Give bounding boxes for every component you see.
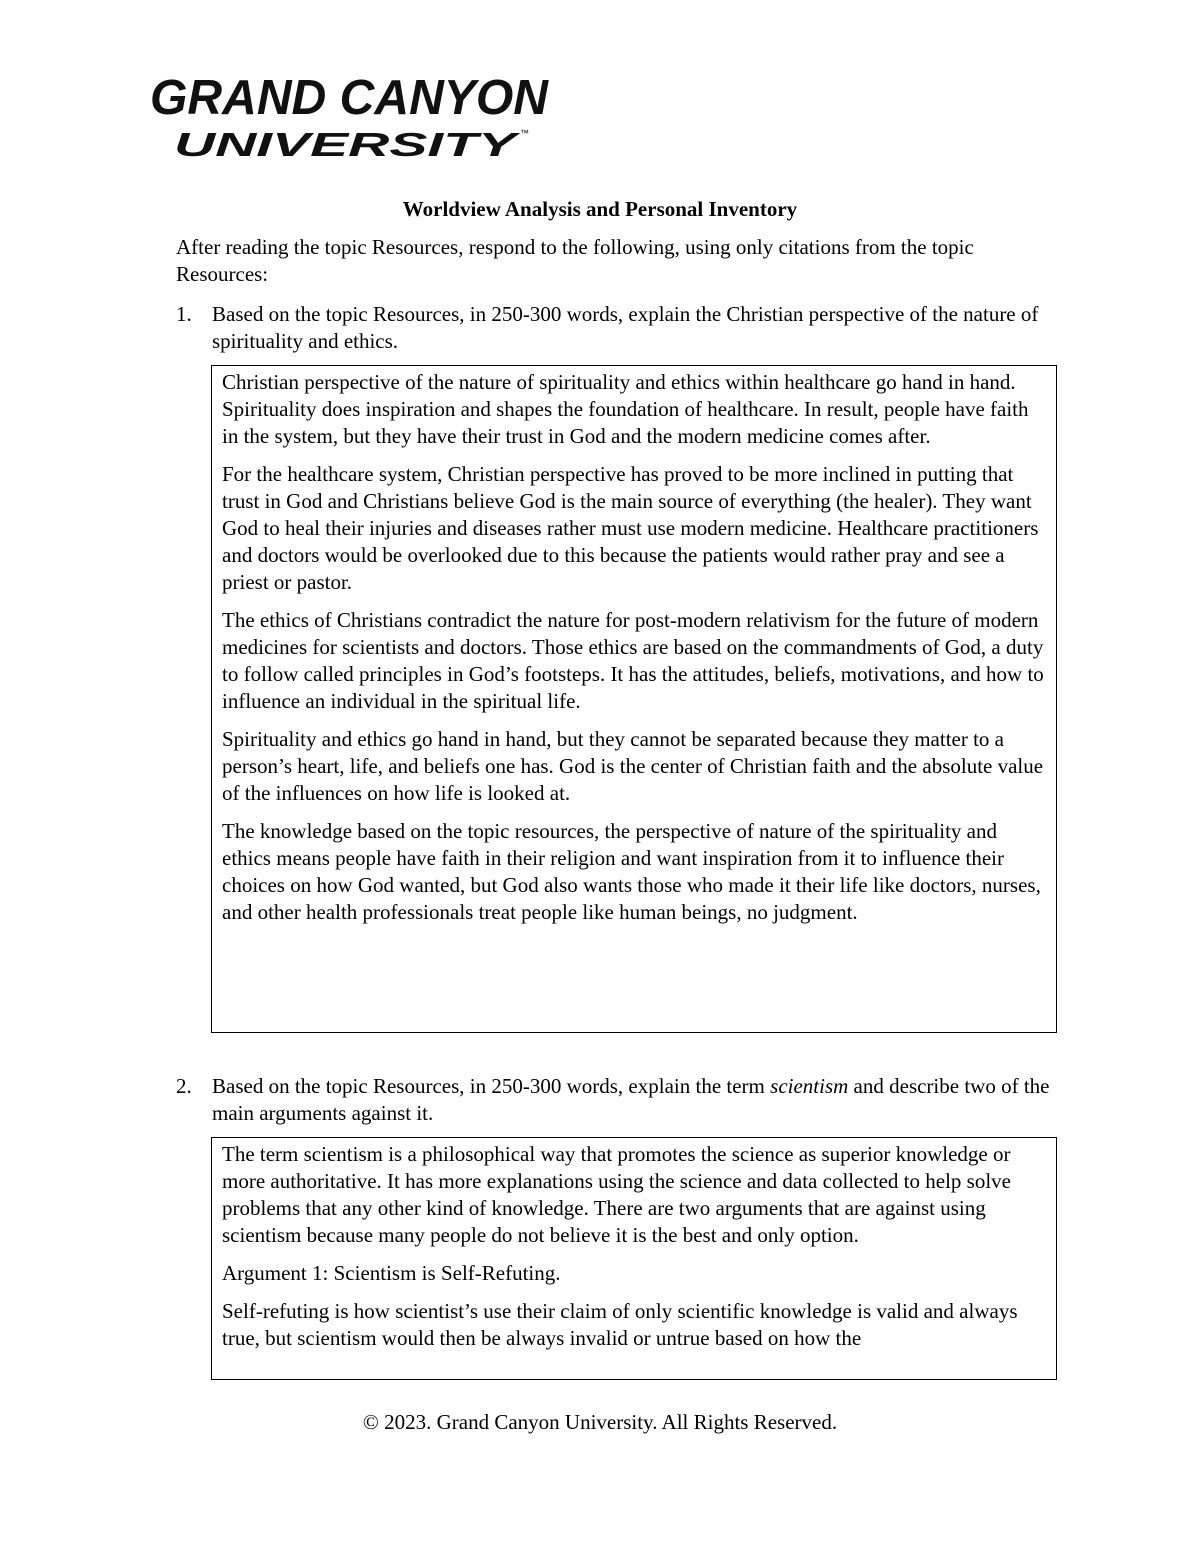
- answer-box-2[interactable]: [211, 1137, 1057, 1380]
- question-text: [212, 1073, 1060, 1127]
- question-text-start: Based on the topic Resources, in 250-300 words, explain the term: [212, 1074, 771, 1098]
- question-number: 2.: [176, 1074, 192, 1098]
- intro-text: After reading the topic Resources, respond to the following, using only citations from the topic Resources:: [176, 235, 974, 286]
- question-text: Based on the topic Resources, in 250-300 words, explain the Christian perspective of the nature of spirituality and ethics.: [212, 302, 1039, 353]
- logo-line1: GRAND CANYON: [150, 74, 550, 125]
- logo-line2: UNIVERSITY: [174, 126, 522, 163]
- question-term: scientism: [770, 1074, 849, 1098]
- answer-paragraph: Argument 1: Scientism is Self-Refuting.: [222, 1261, 561, 1285]
- answer-paragraph: The term scientism is a philosophical way that promotes the science as superior knowledge or more authoritative. It has more explanations using the science and data collected to help solve problems that any other kind of knowledge. There are two arguments that are against using scientism because many people do not believe it is the best and only option.: [222, 1142, 1011, 1247]
- question-number: 1.: [176, 302, 192, 326]
- answer-box-1[interactable]: [211, 365, 1057, 1033]
- answer-paragraph: Self-refuting is how scientist’s use their claim of only scientific knowledge is valid and always true, but scientism would then be always invalid or untrue based on how the: [222, 1299, 1018, 1350]
- copyright-footer: © 2023. Grand Canyon University. All Rights Reserved.: [362, 1410, 838, 1434]
- question-1: [176, 301, 1060, 355]
- logo-trademark: ™: [520, 128, 529, 138]
- answer-paragraph: The knowledge based on the topic resources, the perspective of nature of the spirituality and ethics means people have faith in their religion and want inspiration from it to influence their choices on how God wanted, but God also wants those who made it their life like doctors, nurses, and other health professionals treat people like human beings, no judgment.: [222, 819, 1041, 924]
- answer-paragraph: Spirituality and ethics go hand in hand, but they cannot be separated because they matter to a person’s heart, life, and beliefs one has. God is the center of Christian faith and the absolute value of the influences on how life is looked at.: [222, 727, 1044, 805]
- university-logo: [148, 74, 558, 164]
- page-title: Worldview Analysis and Personal Inventory: [402, 197, 798, 221]
- answer-paragraph: Christian perspective of the nature of spirituality and ethics within healthcare go hand in hand. Spirituality does inspiration and shapes the foundation of healthcare. In result, people have faith in the system, but they have their trust in God and the modern medicine comes after.: [222, 370, 1029, 448]
- question-text-end: and describe two of the main arguments against it.: [212, 1074, 1050, 1125]
- question-2: [176, 1073, 1060, 1127]
- answer-paragraph: For the healthcare system, Christian perspective has proved to be more inclined in putting that trust in God and Christians believe God is the main source of everything (the healer). They want God to heal their injuries and diseases rather must use modern medicine. Healthcare practitioners and doctors would be overlooked due to this because the patients would rather pray and see a priest or pastor.: [222, 462, 1039, 594]
- answer-paragraph: The ethics of Christians contradict the nature for post-modern relativism for the future of modern medicines for scientists and doctors. Those ethics are based on the commandments of God, a duty to follow called principles in God’s footsteps. It has the attitudes, beliefs, motivations, and how to influence an individual in the spiritual life.: [222, 608, 1044, 713]
